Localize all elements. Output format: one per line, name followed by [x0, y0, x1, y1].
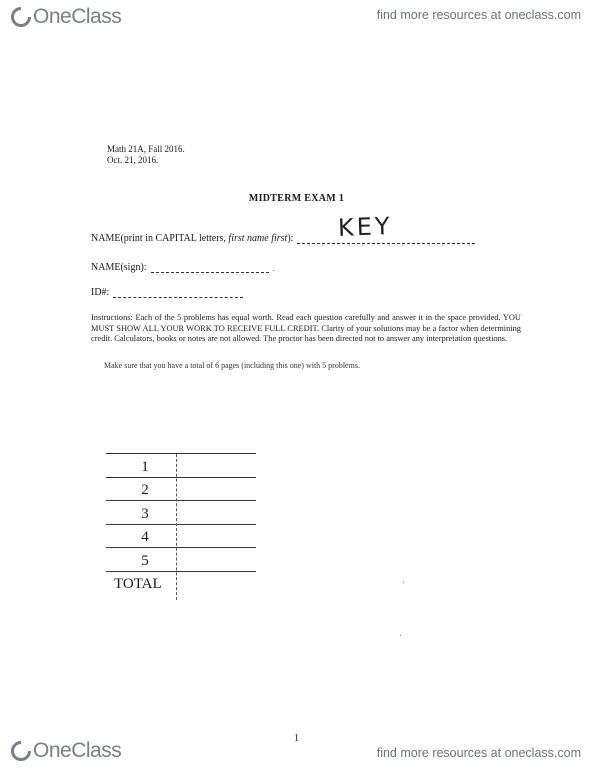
exam-title: MIDTERM EXAM 1	[248, 193, 345, 204]
name-sign-field	[91, 262, 275, 273]
page-count-note: Make sure that you have a total of 6 pages (including this one) with 5 problems.	[104, 361, 360, 370]
name-print-label: NAME(print in CAPITAL letters, first name first):	[91, 233, 294, 244]
handwritten-key-text: KEY	[337, 212, 394, 242]
exam-date: Oct. 21, 2016.	[107, 155, 159, 165]
score-row: 4	[106, 524, 256, 548]
score-table	[106, 453, 256, 594]
id-line	[113, 289, 243, 298]
name-print-field	[91, 233, 475, 244]
course-name: Math 21A, Fall 2016.	[107, 144, 185, 154]
find-resources-link-footer[interactable]: find more resources at oneclass.com	[376, 746, 581, 760]
score-row-total: TOTAL	[106, 571, 256, 595]
scan-mark: '	[403, 580, 405, 589]
course-info	[107, 144, 185, 166]
score-column-divider	[176, 454, 177, 600]
oneclass-logo-icon	[10, 6, 32, 28]
stray-mark: .	[272, 264, 275, 273]
score-row: 5	[106, 547, 256, 571]
score-row: 3	[106, 500, 256, 524]
name-sign-label: NAME(sign):	[91, 262, 147, 273]
find-resources-link[interactable]: find more resources at oneclass.com	[376, 8, 581, 22]
oneclass-logo[interactable]	[10, 4, 121, 30]
score-row: 2	[106, 477, 256, 501]
scan-mark: '	[400, 633, 402, 642]
logo-text: OneClass	[33, 5, 122, 28]
score-row: 1	[106, 453, 256, 477]
id-field	[91, 287, 243, 298]
logo-text: OneClass	[33, 739, 122, 762]
oneclass-logo-icon	[10, 740, 32, 762]
oneclass-logo-footer[interactable]	[10, 738, 121, 764]
page-number: 1	[294, 733, 299, 744]
instructions-text: Instructions: Each of the 5 problems has equal worth. Read each question carefully and answer it in the space provided. YOU MUST SHOW ALL YOUR WORK TO RECEIVE FULL CREDIT. Clarity of your solutions may be a factor when determining credit. Calculators, books or notes are not allowed. The proctor has been directed not to answer any interpretation questions.	[91, 313, 521, 344]
id-label: ID#:	[91, 287, 110, 298]
name-sign-line	[151, 264, 269, 273]
